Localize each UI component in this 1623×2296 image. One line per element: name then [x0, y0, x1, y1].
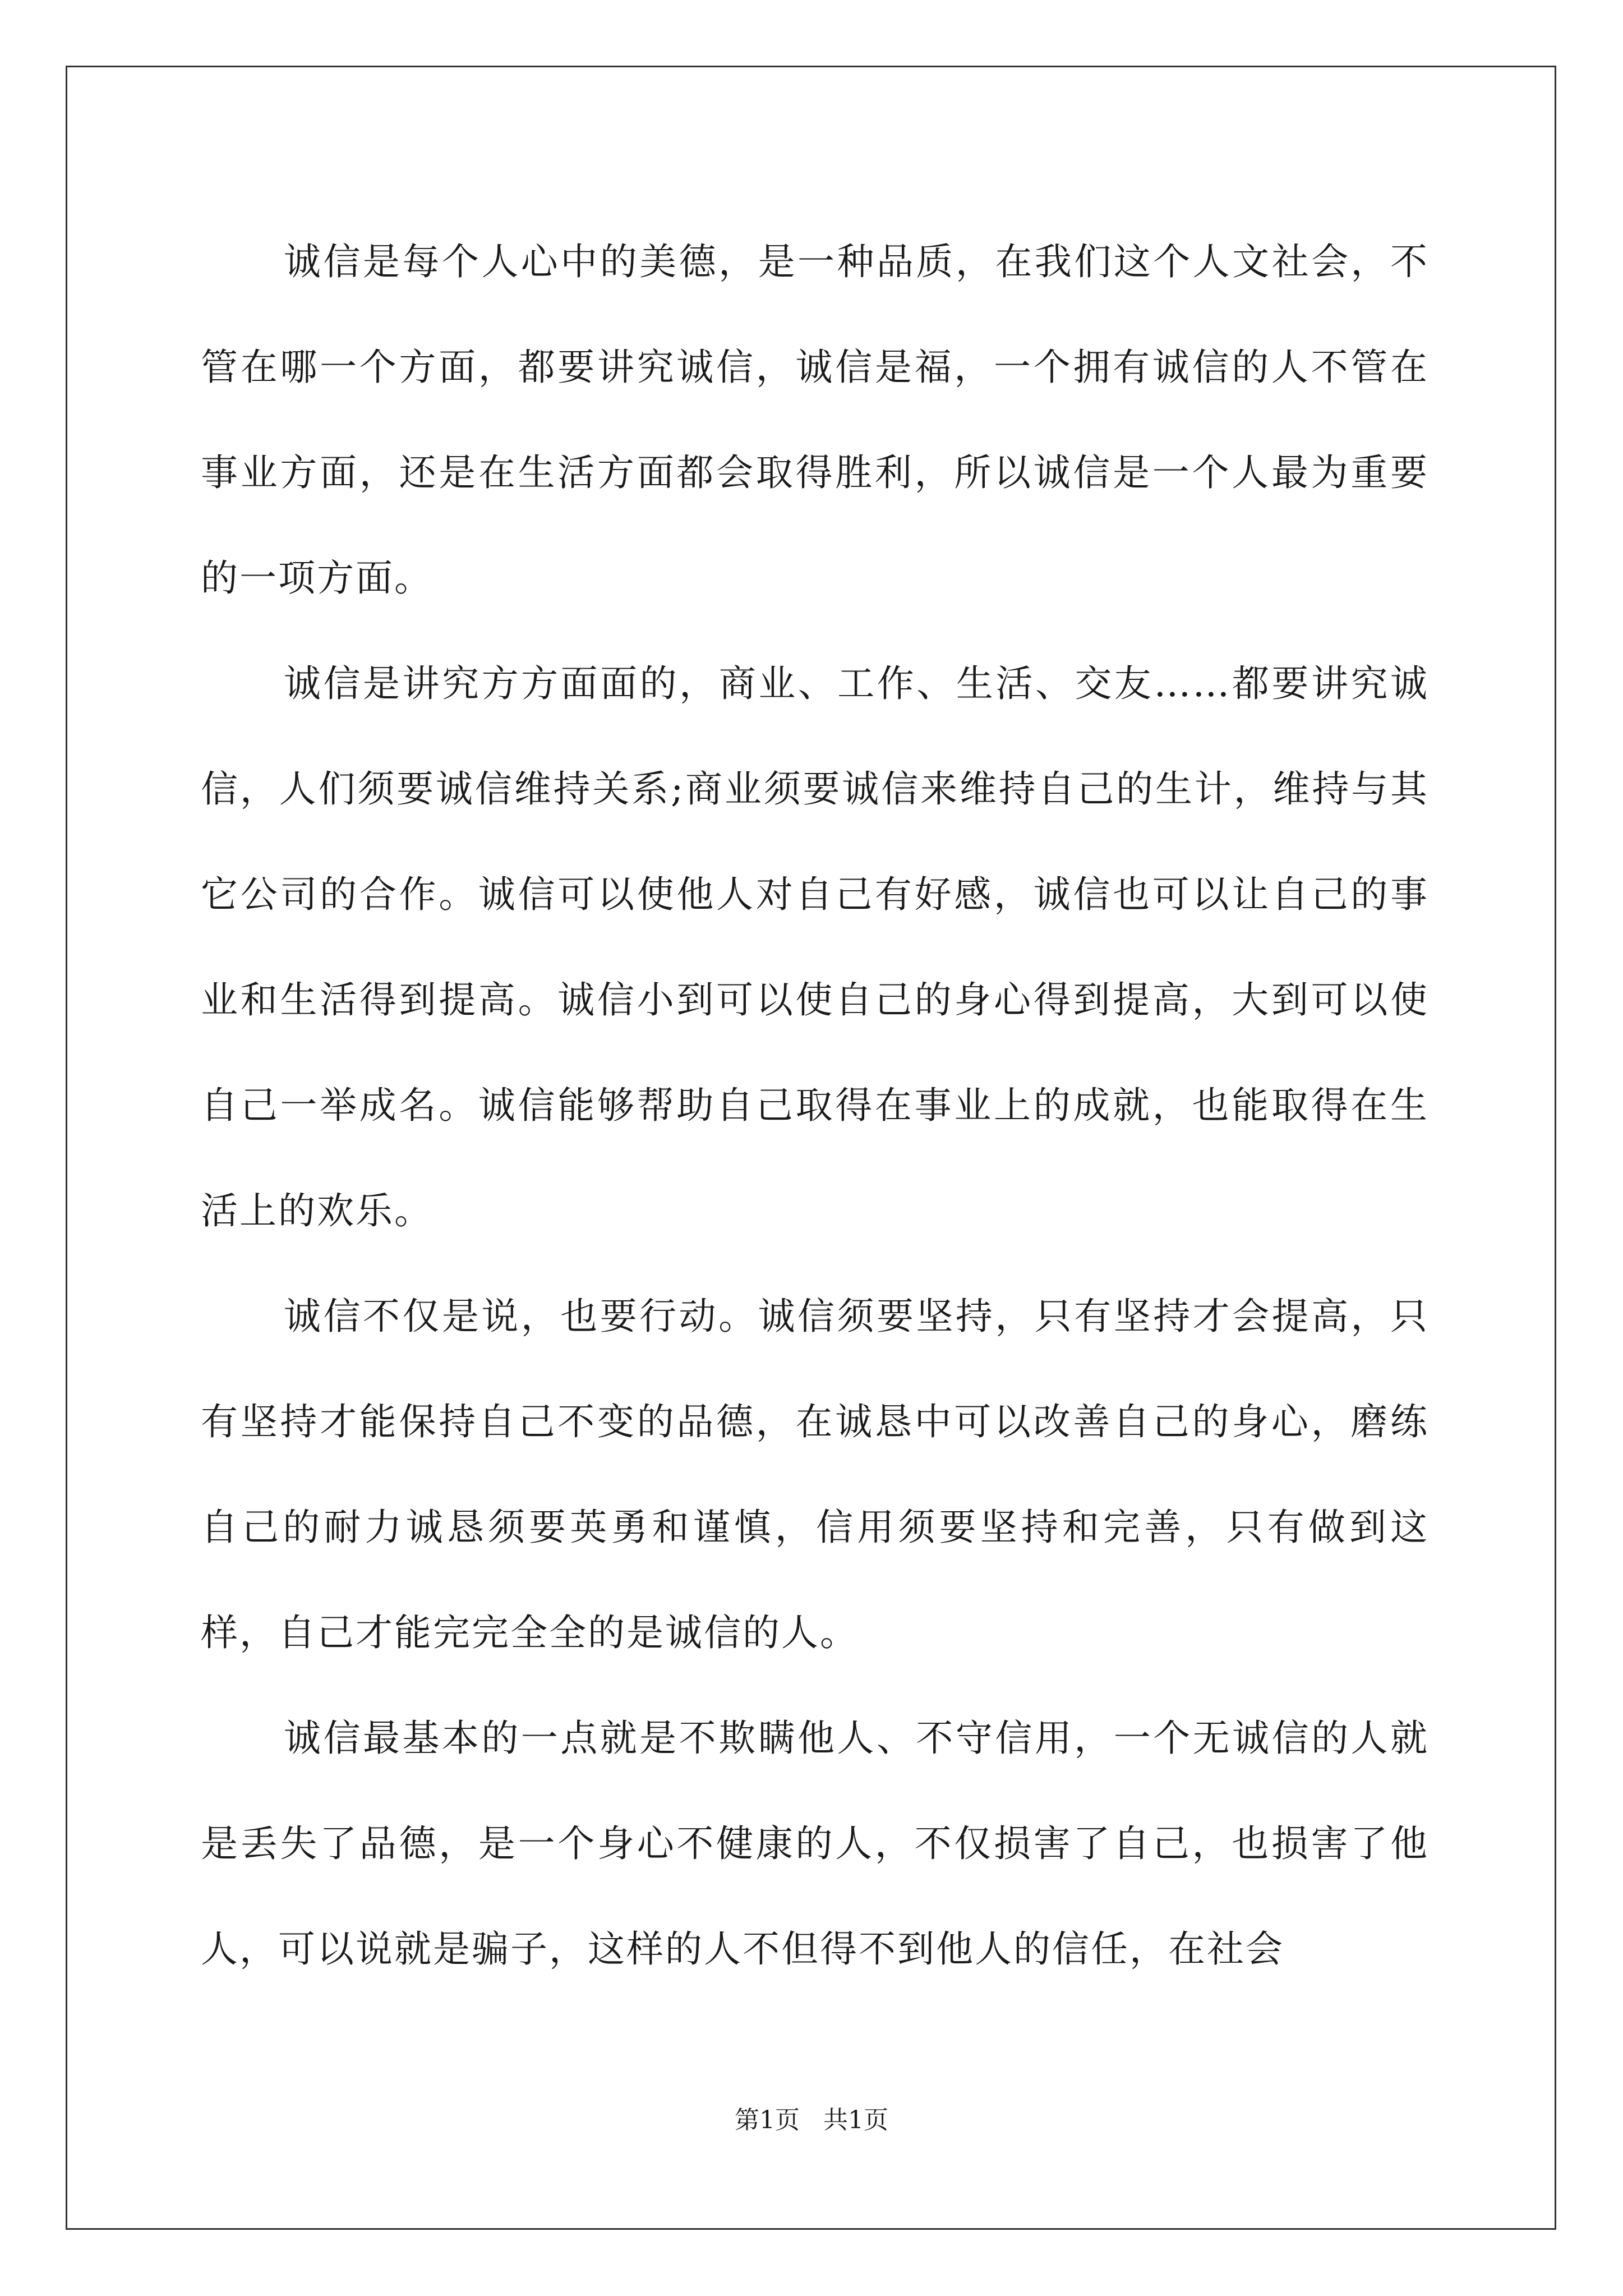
paragraph-2: 诚信是讲究方方面面的，商业、工作、生活、交友……都要讲究诚信，人们须要诚信维持关系;商业须要诚信来维持自己的生计，维持与其它公司的合作。诚信可以使他人对自己有好感，诚信也可以让自己的事业和生活得到提高。诚信小到可以使自己的身心得到提高，大到可以使自己一举成名。诚信能够帮助自己取得在事业上的成就，也能取得在生活上的欢乐。 — [201, 662, 1429, 1232]
paragraph-1: 诚信是每个人心中的美德，是一种品质，在我们这个人文社会，不管在哪一个方面，都要讲究诚信，诚信是福，一个拥有诚信的人不管在事业方面，还是在生活方面都会取得胜利，所以诚信是一个人最为重要的一项方面。 — [201, 240, 1429, 600]
paragraph-3: 诚信不仅是说，也要行动。诚信须要坚持，只有坚持才会提高，只有坚持才能保持自己不变的品德，在诚恳中可以改善自己的身心，磨练自己的耐力诚恳须要英勇和谨慎，信用须要坚持和完善，只有做到这样，自己才能完完全全的是诚信的人。 — [201, 1295, 1429, 1654]
page-number: 第1页 共1页 — [735, 2106, 888, 2134]
page-footer — [0, 2104, 1623, 2137]
paragraph-4: 诚信最基本的一点就是不欺瞒他人、不守信用，一个无诚信的人就是丢失了品德，是一个身心不健康的人，不仅损害了自己，也损害了他人，可以说就是骗子，这样的人不但得不到他人的信任，在社会 — [201, 1717, 1429, 1971]
document-body — [201, 209, 1429, 2002]
